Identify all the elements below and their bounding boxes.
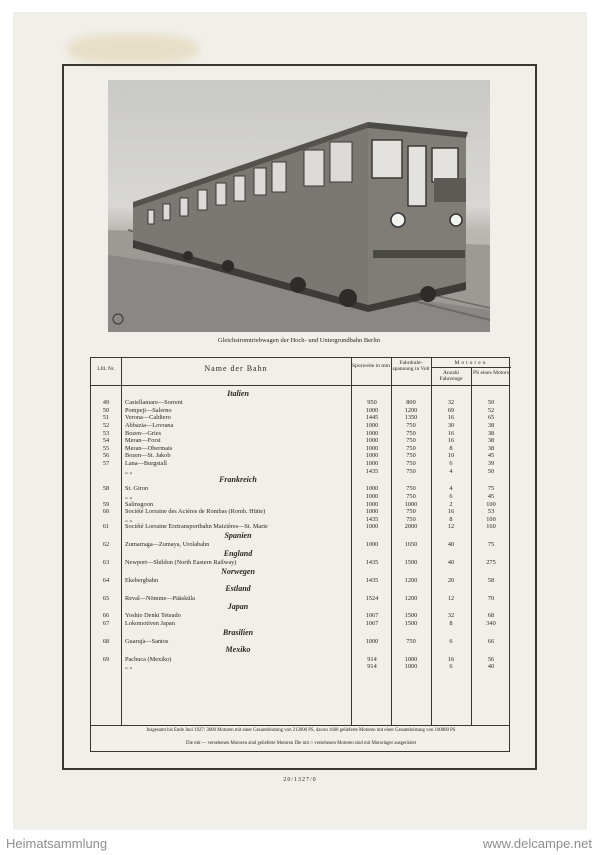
gauge-mm: 1000 <box>365 508 379 516</box>
motor-ps: 75 <box>487 541 495 549</box>
motor-ps: 70 <box>487 594 495 602</box>
row-number: 49 <box>102 399 110 407</box>
motor-count: 32 <box>447 612 455 620</box>
motor-ps: 100 <box>486 500 496 508</box>
motor-count: 8 <box>449 515 453 523</box>
country-heading: England <box>223 548 253 558</box>
row-number: 66 <box>102 612 110 620</box>
header-ps: PS eines Motors <box>472 370 510 376</box>
motor-count: 10 <box>447 452 455 460</box>
voltage: 750 <box>406 437 416 445</box>
gauge-mm: 1000 <box>365 406 379 414</box>
railway-name: Société Lorraine des Aciéres de Rombas (Romb. Hütte) <box>125 508 266 516</box>
motor-ps: 56 <box>487 655 495 663</box>
gauge-mm: 1435 <box>365 467 379 475</box>
voltage: 750 <box>406 508 416 516</box>
gauge-mm: 1000 <box>365 493 379 500</box>
gauge-mm: 914 <box>367 655 377 663</box>
row-number: 68 <box>102 637 110 645</box>
gauge-mm: 950 <box>367 399 377 407</box>
motor-count: 6 <box>449 637 453 645</box>
motor-ps: 53 <box>487 508 495 516</box>
railway-name: Verona—Caldiero <box>125 414 171 422</box>
railway-name: Société Lorraine Erztransportbahn Maizières—St. Marie <box>125 523 268 531</box>
motor-ps: 45 <box>487 493 495 500</box>
railway-name: Lokomotiven Japan <box>125 620 175 627</box>
motor-count: 32 <box>447 399 455 407</box>
railway-name: „ „ <box>125 493 133 500</box>
gauge-mm: 1435 <box>365 576 379 584</box>
voltage: 1200 <box>404 594 418 602</box>
voltage: 1200 <box>404 576 418 584</box>
photo-caption: Gleichstromtriebwagen der Hoch- und Untergrundbahn Berlin <box>217 337 381 344</box>
voltage: 750 <box>406 637 416 645</box>
motor-count: 69 <box>447 406 455 414</box>
railway-name: Abbazia—Lovrana <box>125 422 174 429</box>
motor-ps: 340 <box>486 620 496 627</box>
railway-name: Guarujà—Santos <box>125 637 169 645</box>
motor-count: 40 <box>447 559 455 566</box>
motor-count: 20 <box>447 576 455 584</box>
motoren-underline <box>431 367 511 368</box>
gauge-mm: 1000 <box>365 444 379 452</box>
row-number: 50 <box>102 406 110 414</box>
motor-count: 16 <box>447 429 455 437</box>
railway-name: Salinsgoon <box>125 500 153 508</box>
railway-name: Castellamare—Sorrent <box>125 399 183 407</box>
motor-ps: 50 <box>487 399 495 407</box>
railway-table <box>90 357 510 752</box>
gauge-mm: 1000 <box>365 460 379 467</box>
country-heading: Mexiko <box>225 645 251 655</box>
motor-count: 8 <box>449 620 453 627</box>
motor-count: 12 <box>447 594 455 602</box>
railway-name: Pachuca (Mexiko) <box>125 655 172 663</box>
railway-name: Pompeji—Salerno <box>125 406 172 414</box>
voltage: 750 <box>406 452 416 460</box>
footnote-legend: Die mit — versehenen Motoren sind gelieferte Motoren Die mit ○ versehenen Motoren sind mit Motorlager ausgerüstet <box>186 741 416 746</box>
motor-ps: 65 <box>487 414 495 422</box>
watermark-left: Heimatsammlung <box>6 836 108 851</box>
country-heading: Spanien <box>224 531 252 540</box>
motor-count: 16 <box>447 414 455 422</box>
country-heading: Frankreich <box>219 475 257 485</box>
country-heading: Brasilien <box>222 627 254 637</box>
railway-name: Yoshio Denki Tetsudo <box>125 612 181 620</box>
railway-name: Newport—Shildon (North Eastern Railway) <box>125 559 237 566</box>
gauge-mm: 1000 <box>365 523 379 531</box>
motor-count: 6 <box>449 493 453 500</box>
voltage: 750 <box>406 444 416 452</box>
row-number: 64 <box>102 576 110 584</box>
motor-ps: 275 <box>486 559 496 566</box>
header-fahrdraht: Fahrdraht-spannung in Volt <box>392 360 430 372</box>
gauge-mm: 1000 <box>365 500 379 508</box>
row-number: 52 <box>102 422 110 429</box>
railway-name: St. Giron <box>125 485 149 493</box>
motor-count: 6 <box>449 460 453 467</box>
voltage: 1500 <box>404 612 418 620</box>
voltage: 750 <box>406 467 416 475</box>
gauge-mm: 1435 <box>365 559 379 566</box>
gauge-mm: 1524 <box>365 594 379 602</box>
motor-count: 16 <box>447 508 455 516</box>
row-number: 53 <box>102 429 110 437</box>
motor-count: 16 <box>447 655 455 663</box>
watermark-right: www.delcampe.net <box>482 836 592 851</box>
row-number: 63 <box>102 559 110 566</box>
gauge-mm: 1000 <box>365 437 379 445</box>
voltage: 1650 <box>404 541 418 549</box>
gauge-mm: 1000 <box>365 429 379 437</box>
header-nr: Lfd. Nr. <box>97 366 115 372</box>
voltage: 2000 <box>404 523 418 531</box>
railway-name: Reval—Nömme—Pääsküla <box>125 594 195 602</box>
railway-name: Meran—Obermais <box>125 444 173 452</box>
train-photo <box>108 80 490 332</box>
row-number: 54 <box>102 437 110 445</box>
motor-ps: 75 <box>487 485 495 493</box>
voltage: 1200 <box>404 406 418 414</box>
gauge-mm: 1067 <box>365 612 379 620</box>
gauge-mm: 1000 <box>365 452 379 460</box>
footer-divider <box>91 725 509 726</box>
railway-name: „ „ <box>125 515 133 523</box>
gauge-mm: 1445 <box>365 414 379 422</box>
voltage: 750 <box>406 460 416 467</box>
motor-count: 6 <box>449 663 453 671</box>
row-number: 57 <box>102 460 110 467</box>
voltage: 1000 <box>404 663 418 671</box>
country-heading: Japan <box>227 602 249 612</box>
motor-ps: 52 <box>487 406 495 414</box>
header-name: Name der Bahn <box>204 364 268 373</box>
row-number: 60 <box>102 508 110 516</box>
voltage: 750 <box>406 422 416 429</box>
motor-count: 40 <box>447 541 455 549</box>
gauge-mm: 1435 <box>365 515 379 523</box>
motor-ps: 38 <box>487 429 495 437</box>
row-number: 58 <box>102 485 110 493</box>
gauge-mm: 1000 <box>365 637 379 645</box>
row-number: 67 <box>102 620 110 627</box>
railway-name: Ekebergbahn <box>125 576 159 584</box>
motor-ps: 39 <box>487 460 495 467</box>
motor-ps: 68 <box>487 612 495 620</box>
voltage: 1000 <box>404 500 418 508</box>
gauge-mm: 1000 <box>365 485 379 493</box>
country-heading: Estland <box>225 584 251 594</box>
page-number: 20/1327/0 <box>283 777 317 783</box>
railway-name: Meran—Forst <box>125 437 161 445</box>
gauge-mm: 914 <box>367 663 377 671</box>
header-spur: Spurweite in mm <box>352 363 390 369</box>
row-number: 62 <box>102 541 110 549</box>
voltage: 800 <box>406 399 416 407</box>
voltage: 750 <box>406 485 416 493</box>
motor-ps: 40 <box>487 663 495 671</box>
country-heading: Norwegen <box>221 566 255 576</box>
motor-count: 8 <box>449 444 453 452</box>
row-number: 59 <box>102 500 110 508</box>
header-anzahl: Anzahl Fahrzeuge <box>439 370 463 382</box>
motor-ps: 66 <box>487 637 495 645</box>
railway-name: Bozen—Gries <box>125 429 162 437</box>
railway-name: „ „ <box>125 467 133 475</box>
motor-count: 4 <box>449 467 453 475</box>
motor-ps: 45 <box>487 452 495 460</box>
row-number: 56 <box>102 452 110 460</box>
voltage: 1500 <box>404 559 418 566</box>
motor-count: 2 <box>449 500 453 508</box>
voltage: 1350 <box>404 414 418 422</box>
voltage: 750 <box>406 515 416 523</box>
railway-name: „ „ <box>125 663 133 671</box>
railway-name: Bozen—St. Jakob <box>125 452 171 460</box>
motor-ps: 160 <box>486 523 496 531</box>
table-row <box>91 663 511 671</box>
motor-count: 4 <box>449 485 453 493</box>
railway-name: Lana—Burgstall <box>125 460 167 467</box>
header-divider <box>91 385 509 386</box>
motor-ps: 38 <box>487 444 495 452</box>
footnote-total: Insgesamt bis Ende Juni 1927: 3600 Motoren mit einer Gesamtleistung von 212000 PS, davon 1668 gelieferte Motoren mit einer Gesamtleistung von 100000 PS <box>146 728 456 733</box>
motor-ps: 38 <box>487 422 495 429</box>
voltage: 1500 <box>404 620 418 627</box>
motor-count: 16 <box>447 437 455 445</box>
row-number: 69 <box>102 655 110 663</box>
header-motoren: Motoren <box>454 360 488 366</box>
gauge-mm: 1000 <box>365 422 379 429</box>
gauge-mm: 1067 <box>365 620 379 627</box>
railway-name: Zumarraga—Zumaya, Urolabahn <box>125 541 210 549</box>
motor-ps: 50 <box>487 467 495 475</box>
motor-ps: 38 <box>487 437 495 445</box>
gauge-mm: 1000 <box>365 541 379 549</box>
motor-ps: 100 <box>486 515 496 523</box>
row-number: 51 <box>102 414 110 422</box>
motor-count: 12 <box>447 523 455 531</box>
row-number: 65 <box>102 594 110 602</box>
voltage: 750 <box>406 493 416 500</box>
motor-count: 30 <box>447 422 455 429</box>
voltage: 1000 <box>404 655 418 663</box>
row-number: 55 <box>102 444 110 452</box>
paper-stain <box>68 34 198 64</box>
voltage: 750 <box>406 429 416 437</box>
country-heading: Italien <box>227 389 249 398</box>
row-number: 61 <box>102 523 110 531</box>
motor-ps: 58 <box>487 576 495 584</box>
